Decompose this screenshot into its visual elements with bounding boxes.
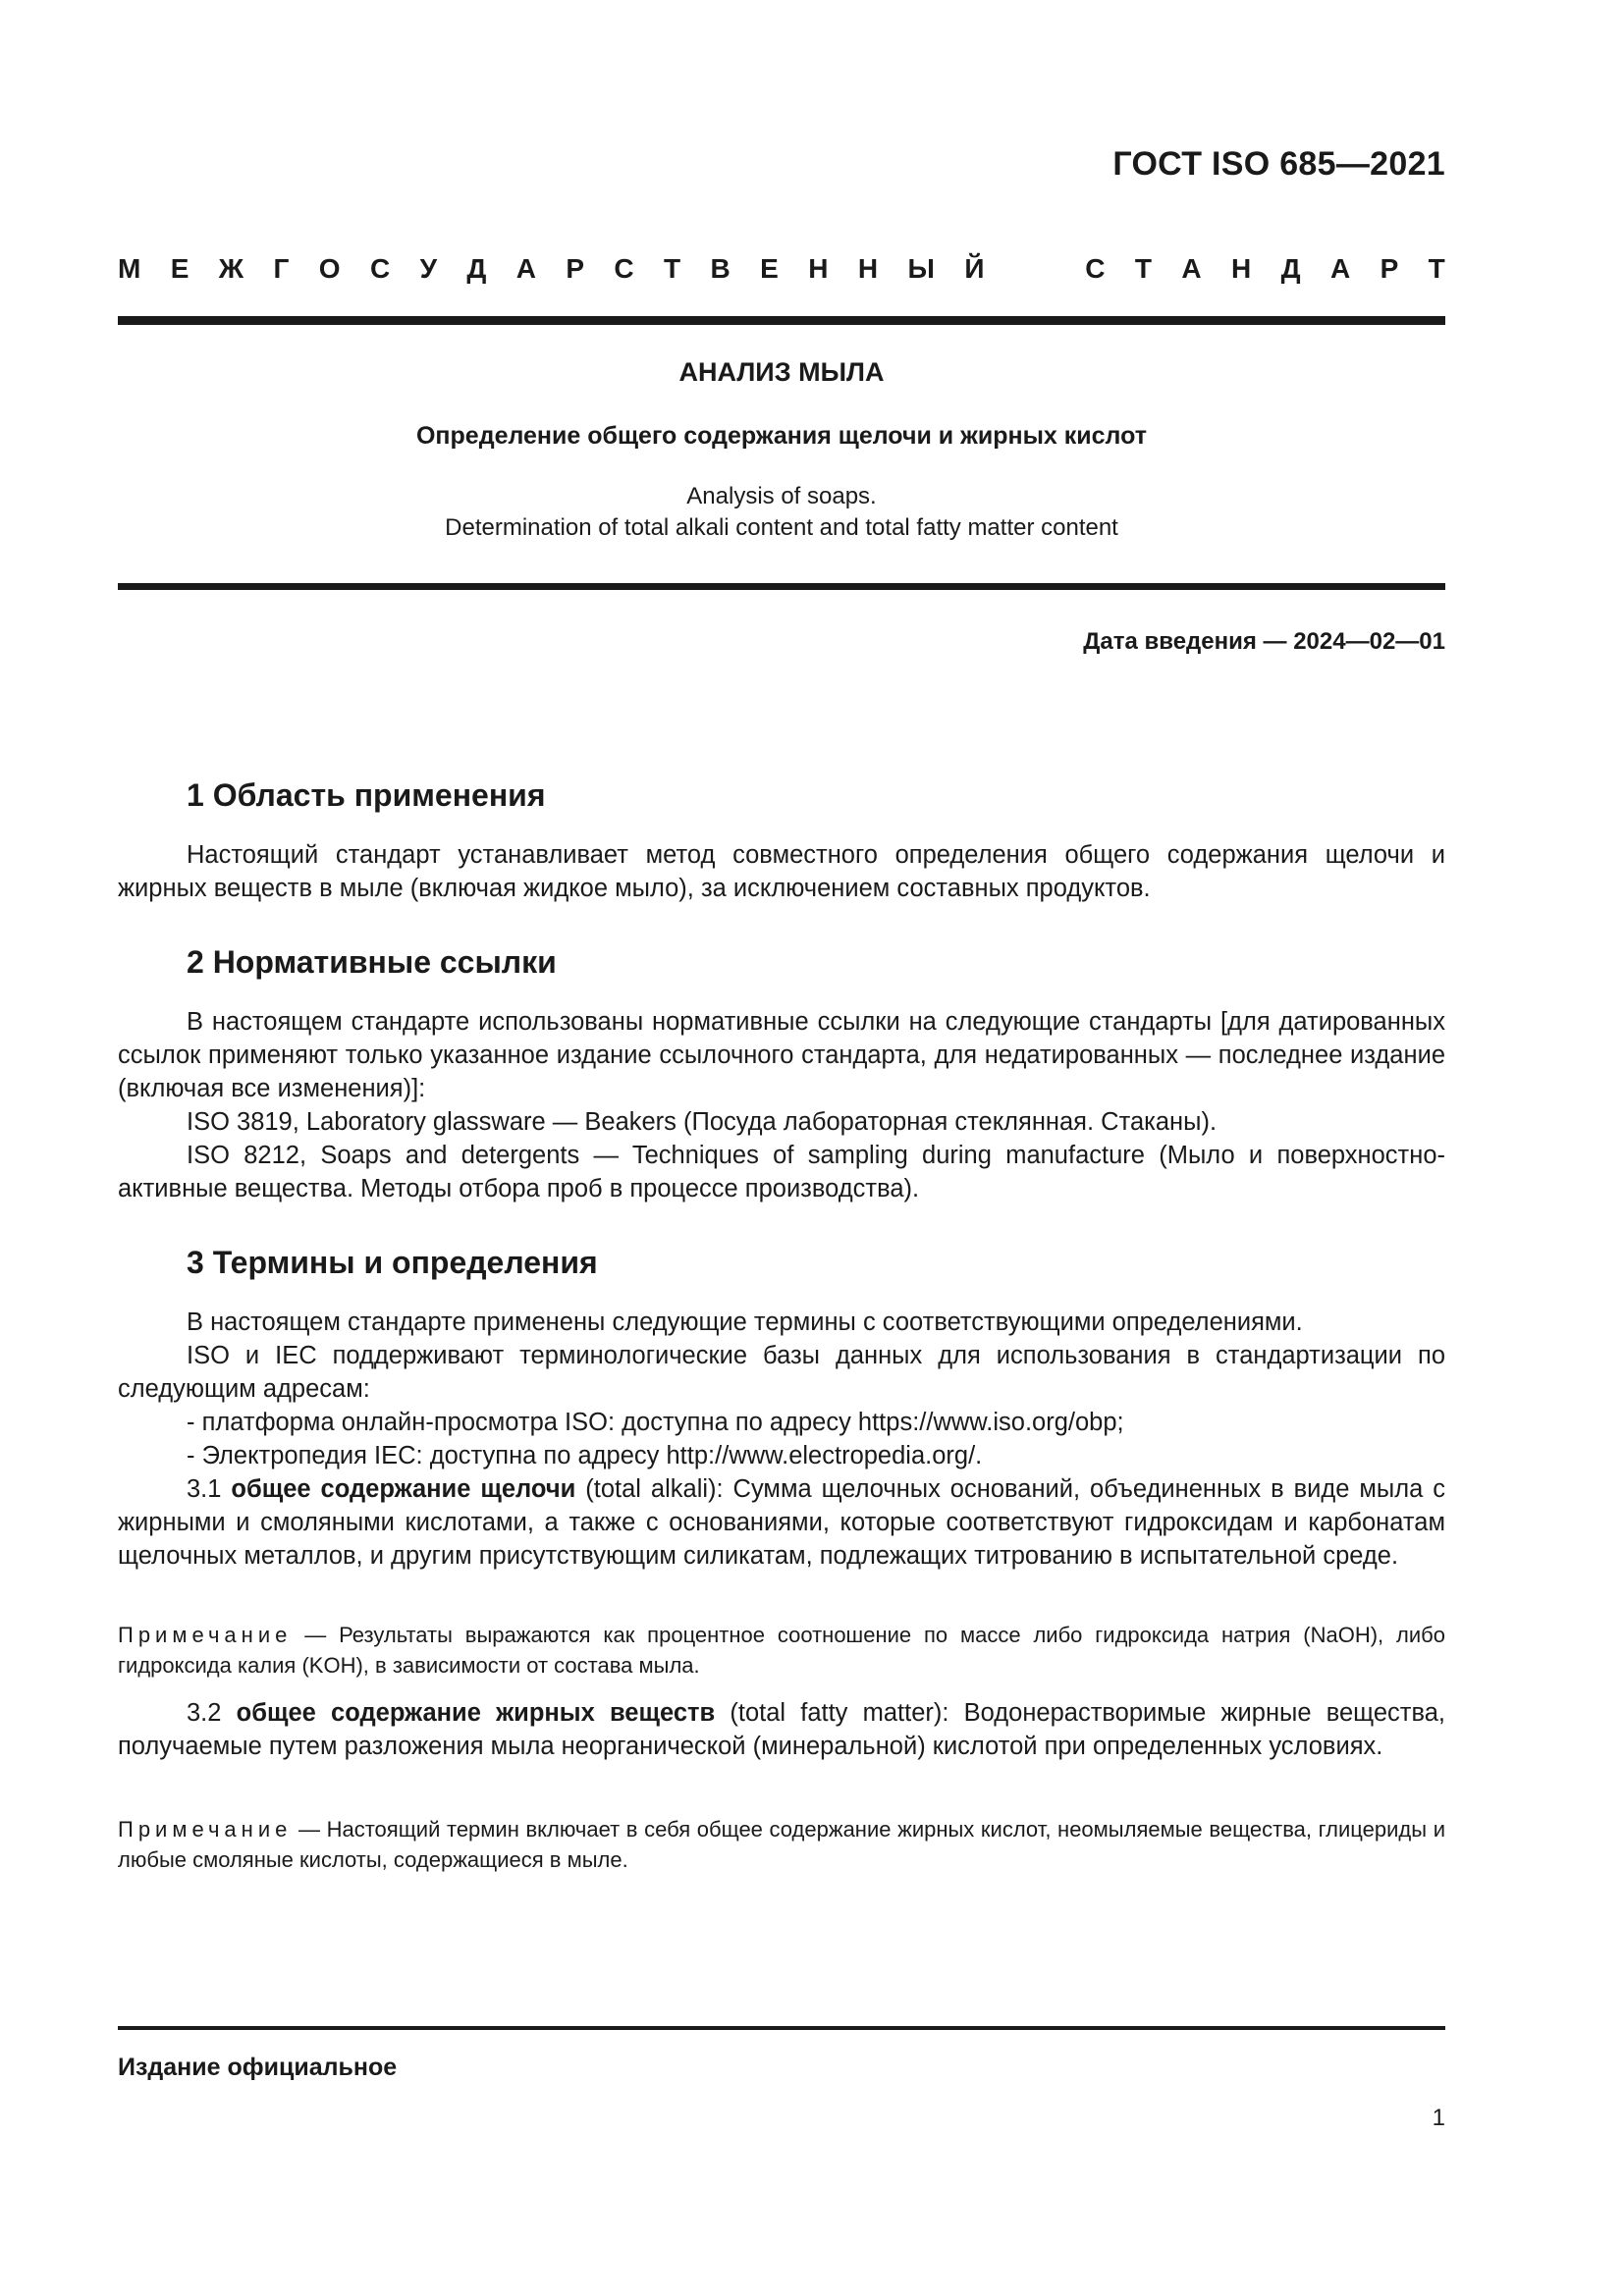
note-3-2	[118, 1814, 1445, 1875]
term-number: 3.1	[187, 1475, 222, 1503]
references-paragraph	[118, 1005, 1445, 1105]
reference-text: ISO 3819, Laboratory glassware — Beakers (Посуда лабораторная стеклянная. Стаканы).	[187, 1108, 1218, 1136]
term-definition: (total fatty matter): Водонерастворимые жирные вещества, получаемые путем разложения мыла неорганической (минеральной) кислотой при определенных условиях.	[118, 1699, 1445, 1760]
terms-paragraph	[118, 1306, 1445, 1339]
banner-letter: Н	[1230, 253, 1252, 284]
document-number: ГОСТ ISO 685—2021	[1112, 145, 1445, 183]
banner-letter: О	[318, 253, 341, 284]
terms-text: В настоящем стандарте применены следующие термины с соответствующими определениями.	[187, 1308, 1303, 1336]
banner-letter: Д	[466, 253, 487, 284]
subtitle-ru: Определение общего содержания щелочи и жирных кислот	[415, 422, 1147, 450]
term-3-1	[118, 1472, 1445, 1573]
banner-letter: Г	[273, 253, 290, 284]
note-3-1	[118, 1620, 1445, 1681]
banner-gap	[1014, 253, 1056, 285]
note-label: Примечание	[118, 1817, 293, 1842]
term-name: общее содержание жирных веществ	[236, 1699, 716, 1727]
scope-paragraph	[118, 838, 1445, 905]
banner-letter: Т	[664, 253, 681, 284]
banner-letter: А	[515, 253, 536, 284]
banner-letter: У	[419, 253, 437, 284]
term-definition: (total alkali): Сумма щелочных оснований, объединенных в виде мыла с жирными и смоляными кислотами, а также с основаниями, которые соответствуют гидроксидам и карбонатам щелочных металлов, и другим присутствующим силикатам, подлежащих титрованию в испытательной среде.	[118, 1475, 1445, 1570]
introduction-date: Дата введения — 2024—02—01	[1083, 628, 1445, 655]
list-item	[118, 1439, 1445, 1472]
section-heading-references: 2 Нормативные ссылки	[187, 944, 557, 980]
electropedia-item: - Электропедия IEC: доступна по адресу http://www.electropedia.org/.	[187, 1442, 983, 1469]
banner-letter: Р	[566, 253, 585, 284]
banner-letter: Т	[1134, 253, 1152, 284]
banner-letter: В	[710, 253, 731, 284]
reference-item	[118, 1139, 1445, 1205]
banner-letter: С	[369, 253, 391, 284]
banner-letter: А	[1329, 253, 1351, 284]
edition-label: Издание официальное	[118, 2054, 398, 2081]
reference-item	[118, 1105, 1445, 1139]
title-divider	[118, 583, 1445, 590]
banner-letter: Т	[1428, 253, 1445, 284]
list-item	[118, 1406, 1445, 1439]
banner-letter: А	[1181, 253, 1202, 284]
header-divider	[118, 316, 1445, 325]
note-label: Примечание	[118, 1623, 293, 1647]
iso-obp-item: - платформа онлайн-просмотра ISO: доступна по адресу https://www.iso.org/obp;	[187, 1409, 1124, 1436]
section-heading-terms: 3 Термины и определения	[187, 1245, 598, 1280]
banner-letter: Ы	[907, 253, 935, 284]
banner-letter: Й	[964, 253, 985, 284]
note-text: — Настоящий термин включает в себя общее содержание жирных кислот, неомыляемые вещества, глицериды и любые смоляные кислоты, содержащиеся в мыле.	[118, 1817, 1445, 1872]
banner-letter: С	[614, 253, 634, 284]
terms-databases-text: ISO и IEC поддерживают терминологические базы данных для использования в стандартизации по следующим адресам:	[118, 1342, 1445, 1403]
banner-letter: М	[118, 253, 141, 284]
banner-letter: Е	[760, 253, 779, 284]
standard-type-banner	[118, 253, 1445, 285]
reference-text: ISO 8212, Soaps and detergents — Techniques of sampling during manufacture (Мыло и поверхностно-активные вещества. Методы отбора проб в процессе производства).	[118, 1142, 1445, 1202]
banner-letter: Ж	[218, 253, 244, 284]
title-en-line1: Analysis of soaps.	[686, 483, 877, 509]
banner-letter: Д	[1280, 253, 1301, 284]
banner-letter: Р	[1380, 253, 1399, 284]
banner-letter: С	[1085, 253, 1106, 284]
term-number: 3.2	[187, 1699, 222, 1727]
term-3-2	[118, 1696, 1445, 1763]
title-ru: АНАЛИЗ МЫЛА	[678, 357, 885, 387]
page-number: 1	[1432, 2105, 1445, 2131]
banner-letter: Н	[808, 253, 829, 284]
banner-letter: Е	[170, 253, 189, 284]
note-text: — Результаты выражаются как процентное соотношение по массе либо гидроксида натрия (NaOH), либо гидроксида калия (KOH), в зависимости от состава мыла.	[118, 1623, 1445, 1678]
terms-databases-paragraph	[118, 1339, 1445, 1406]
banner-letter: Н	[857, 253, 879, 284]
footer-divider	[118, 2026, 1445, 2030]
references-text: В настоящем стандарте использованы нормативные ссылки на следующие стандарты [для датированных ссылок применяют только указанное издание ссылочного стандарта, для недатированных — последнее издание (включая все изменения)]:	[118, 1008, 1445, 1102]
scope-text: Настоящий стандарт устанавливает метод совместного определения общего содержания щелочи и жирных веществ в мыле (включая жидкое мыло), за исключением составных продуктов.	[118, 841, 1445, 902]
term-name: общее содержание щелочи	[231, 1475, 576, 1503]
section-heading-scope: 1 Область применения	[187, 777, 546, 813]
title-en-line2: Determination of total alkali content and total fatty matter content	[445, 514, 1118, 541]
